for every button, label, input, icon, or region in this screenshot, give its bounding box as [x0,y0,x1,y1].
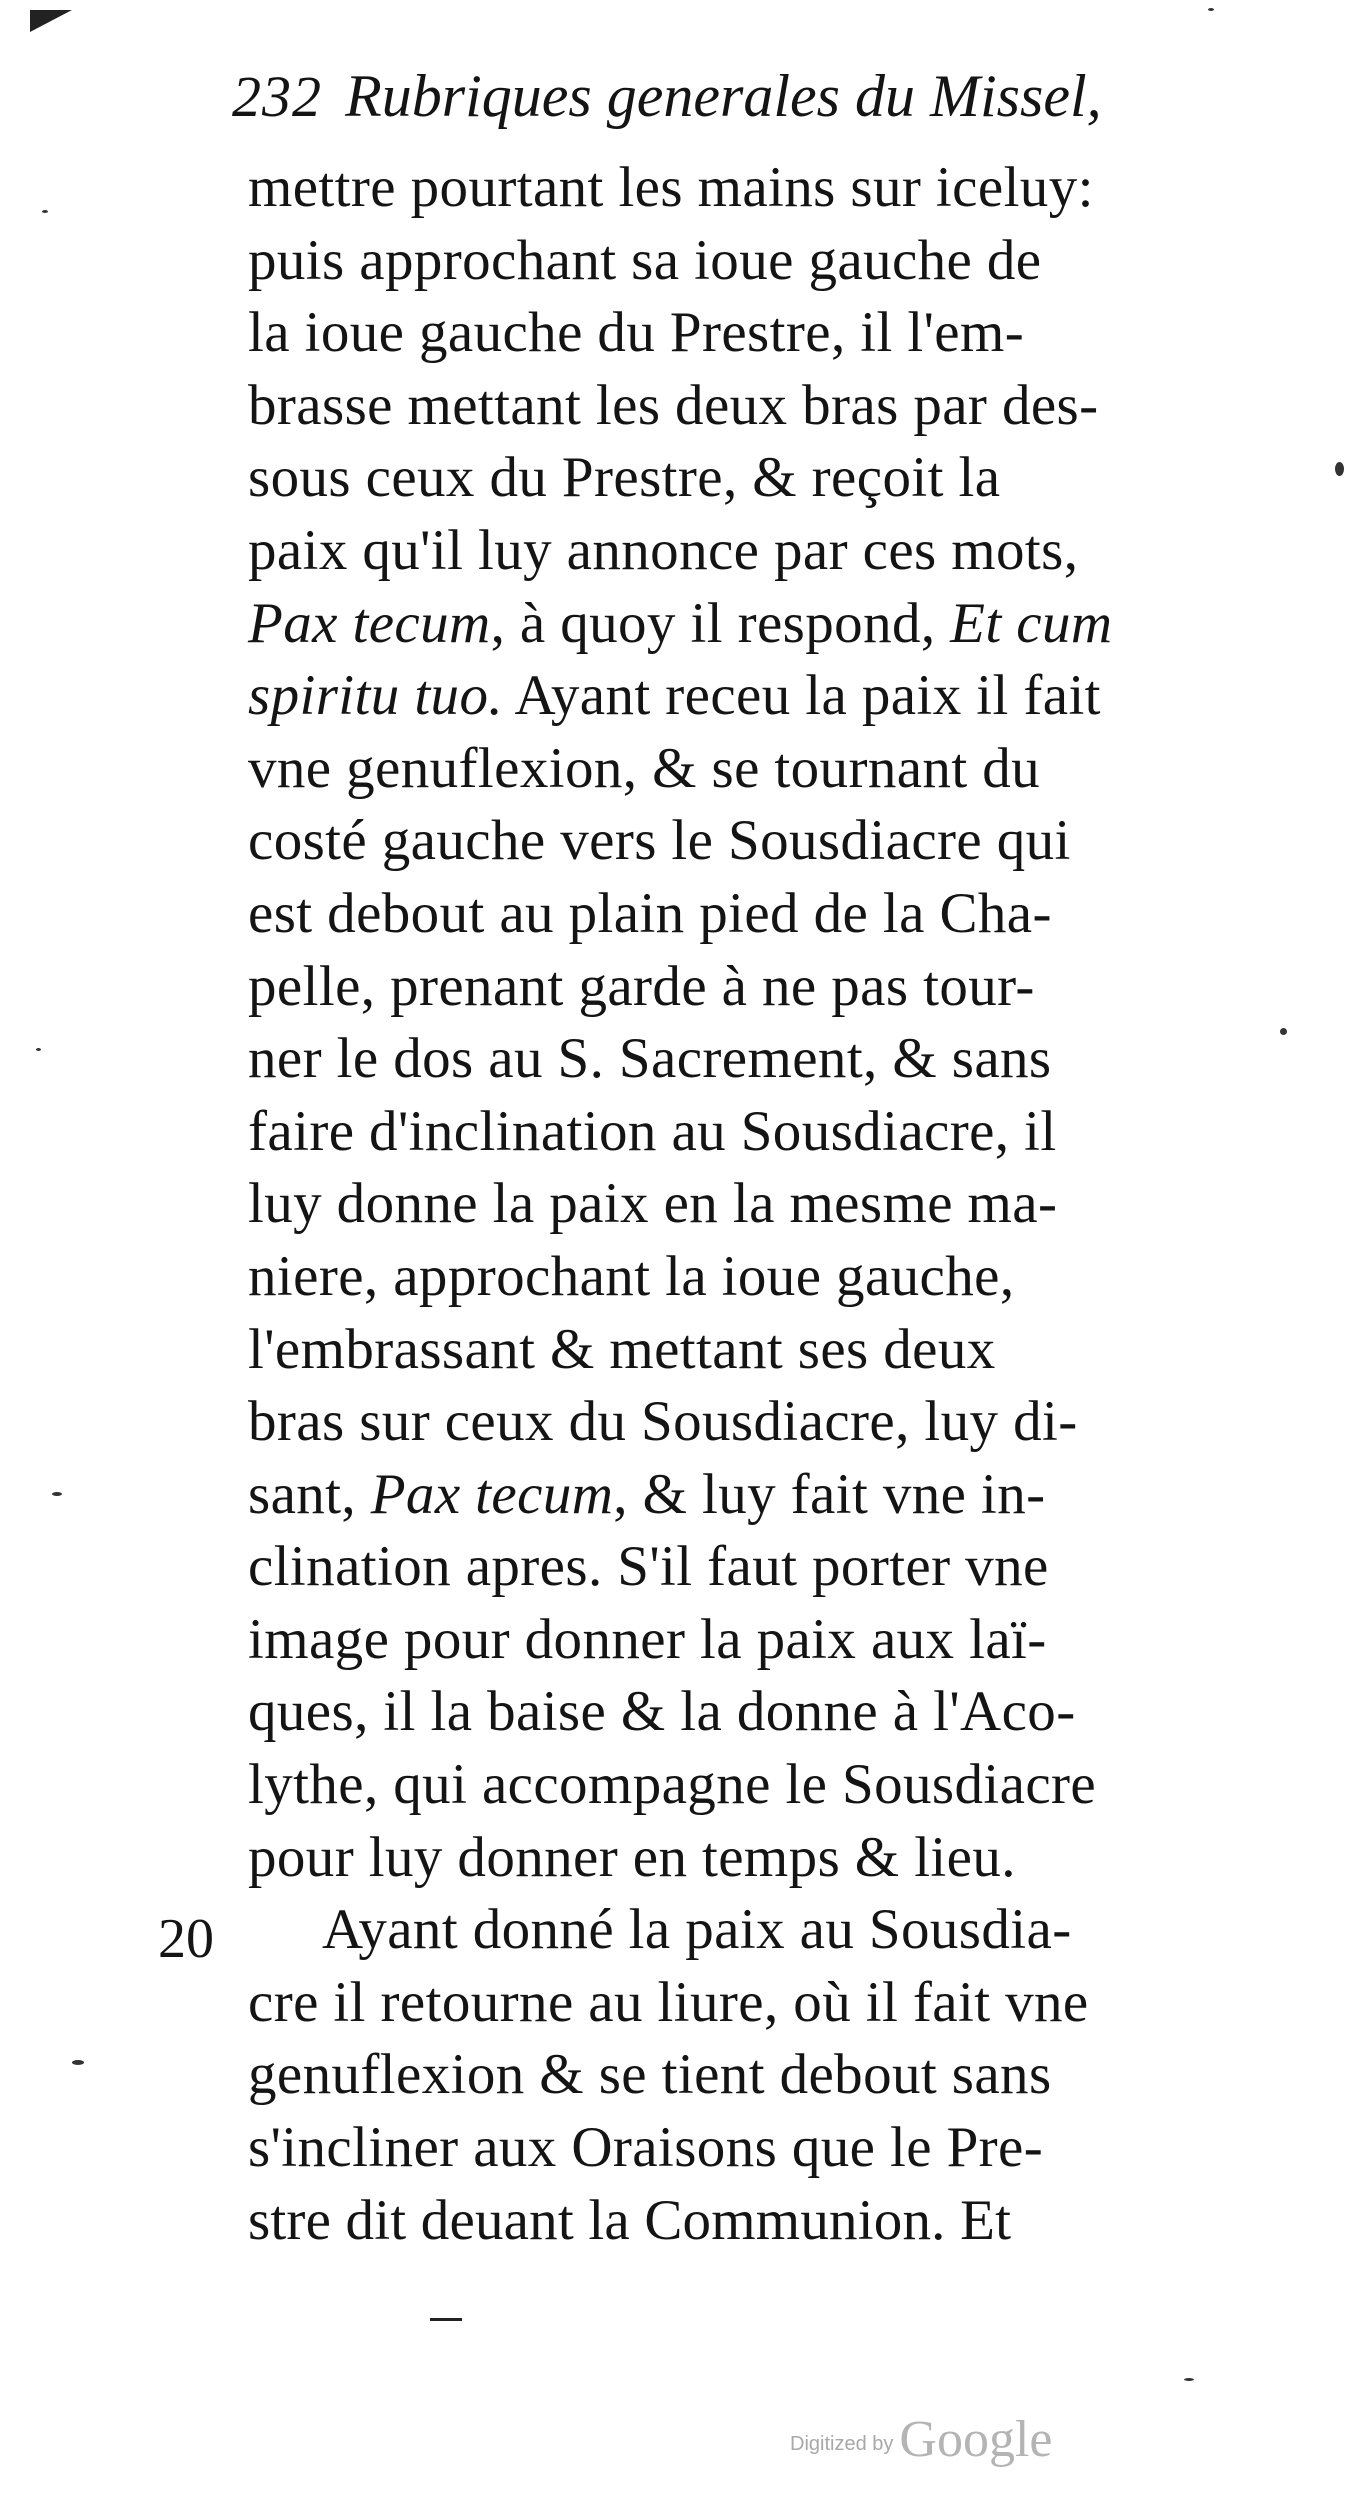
text-fragment: Ayant receu la paix il fait [503,664,1101,728]
digitization-watermark [790,2410,1052,2469]
running-title: Rubriques generales du Missel, [345,63,1102,129]
text-line: est debout au plain pied de la Cha- [248,881,1052,945]
ink-speck [52,1492,62,1496]
latin-phrase: Pax tecum [370,1462,614,1526]
text-fragment: sant, [248,1462,371,1526]
text-line: stre dit deuant la Communion. Et [248,2188,1012,2252]
text-fragment: , & luy fait vne in- [613,1462,1046,1526]
text-line: luy donne la paix en la mesme ma- [248,1172,1058,1236]
text-line: cre il retourne au liure, où il fait vne [248,1970,1089,2034]
paragraph-number: 20 [158,1908,214,1970]
ink-speck [36,1048,41,1051]
text-line: lythe, qui accompagne le Sousdiacre [248,1753,1097,1817]
text-line: ner le dos au S. Sacrement, & sans [248,1027,1052,1091]
text-line: sous ceux du Prestre, & reçoit la [248,446,1001,510]
google-logo: Google [899,2411,1053,2468]
text-line: l'embrassant & mettant ses deux [248,1317,996,1381]
text-line: la ioue gauche du Prestre, il l'em- [248,301,1025,365]
text-fragment: , à quoy il respond, [490,591,951,655]
text-line: bras sur ceux du Sousdiacre, luy di- [248,1390,1078,1454]
text-line: Ayant donné la paix au Sousdia- [322,1898,1072,1962]
text-line [248,588,1228,661]
latin-phrase: Pax tecum [248,591,491,655]
latin-phrase: Et cum [950,591,1113,655]
ink-speck [1184,2378,1194,2381]
page-number: 232 [232,64,322,129]
text-line: pour luy donner en temps & lieu. [248,1825,1016,1889]
text-line: clination apres. S'il faut porter vne [248,1535,1049,1599]
text-line [248,660,1228,733]
ink-speck [42,210,48,213]
page-header [232,62,1192,142]
ink-speck [72,2060,84,2065]
text-line: pelle, prenant garde à ne pas tour- [248,954,1035,1018]
text-line: puis approchant sa ioue gauche de [248,228,1042,292]
footer-rule [430,2318,462,2321]
corner-ink-mark [30,10,72,32]
text-line: paix qu'il luy annonce par ces mots, [248,518,1079,582]
text-line: genuflexion & se tient debout sans [248,2043,1052,2107]
text-line: costé gauche vers le Sousdiacre qui [248,809,1071,873]
ink-speck [1280,1028,1287,1035]
text-line: image pour donner la paix aux laï- [248,1607,1047,1671]
text-line: niere, approchant la ioue gauche, [248,1244,1015,1308]
text-line: s'incliner aux Oraisons que le Pre- [248,2116,1044,2180]
text-line: mettre pourtant les mains sur iceluy: [248,156,1094,219]
text-line: brasse mettant les deux bras par des- [248,373,1099,437]
text-line: vne genuflexion, & se tournant du [248,736,1041,800]
text-line: faire d'inclination au Sousdiacre, il [248,1099,1057,1163]
body-text [248,152,1228,2257]
watermark-prefix: Digitized by [790,2433,894,2455]
text-line [248,1459,1228,1532]
ink-speck [1208,8,1214,11]
text-line: ques, il la baise & la donne à l'Aco- [248,1680,1076,1744]
ink-speck [1335,462,1344,476]
latin-phrase: spiritu tuo. [248,664,504,728]
